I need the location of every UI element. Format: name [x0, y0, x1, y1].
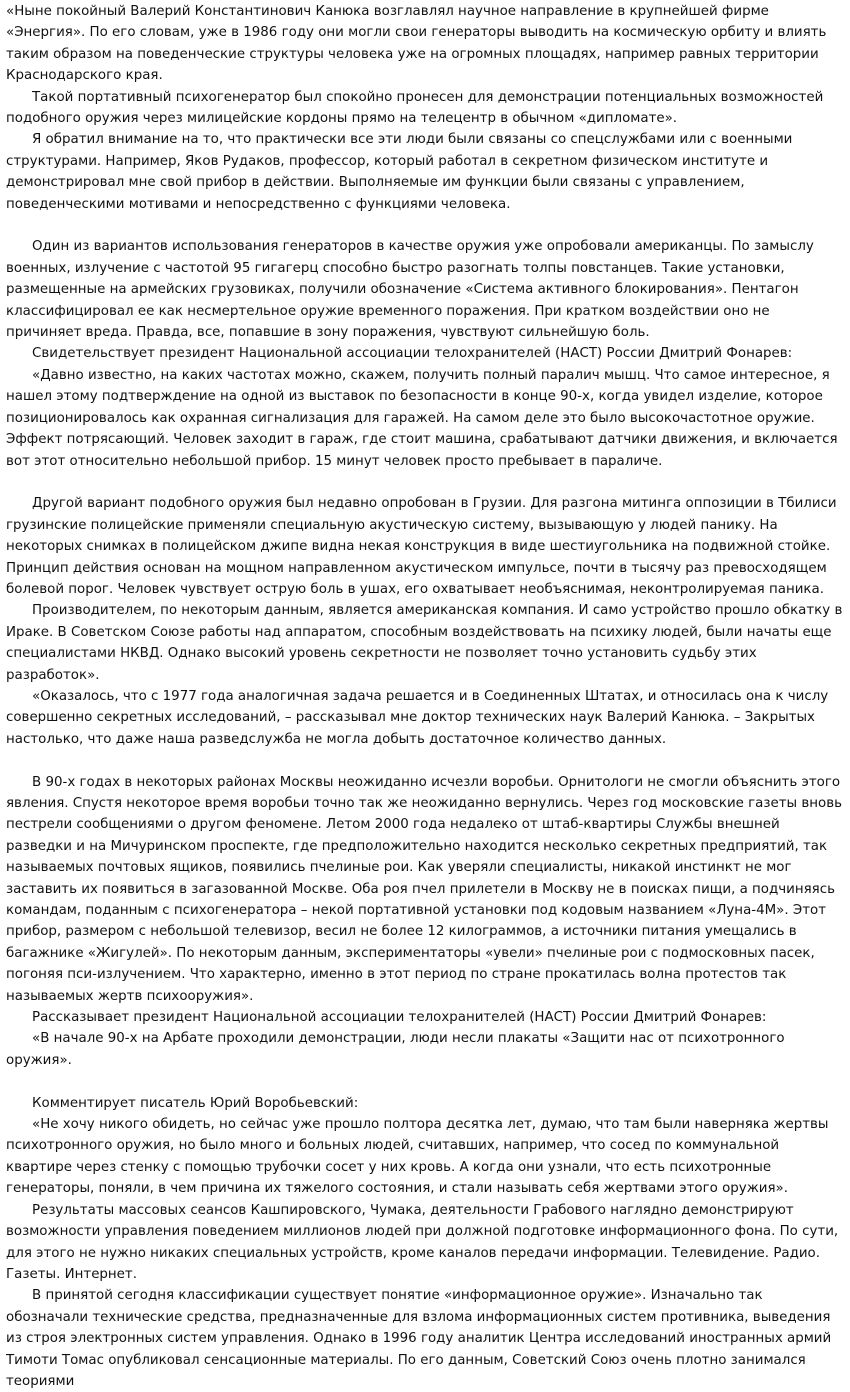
paragraph: Один из вариантов использования генераторов в качестве оружия уже опробовали американцы. По замыслу военных, излучение с частотой 95 гигагерц способно быстро разогнать толпы повстанцев. Такие установки, размещенные на армейских грузовиках, получили обозначение «Система активного блокирования». Пентагон классифицировал ее как несмертельное оружие временного поражения. При кратком воздействии оно не причиняет вреда. Правда, все, попавшие в зону поражения, чувствуют сильнейшую боль. — [6, 239, 814, 341]
paragraph: «В начале 90-х на Арбате проходили демонстрации, люди несли плакаты «Защити нас от психотронного оружия». — [6, 1031, 785, 1068]
paragraph: В принятой сегодня классификации существует понятие «информационное оружие». Изначально так обозначали технические средства, предназначенные для взлома информационных систем противника, выведения из строя электронных систем управления. Однако в 1996 году аналитик Центра исследований иностранных армий Тимоти Томас опубликовал сенсационные материалы. По его данным, Советский Союз очень плотно занимался теориями — [6, 1288, 832, 1389]
paragraph-gap — [6, 750, 846, 771]
paragraph: Производителем, по некоторым данным, является американская компания. И само устройство прошло обкатку в Ираке. В Советском Союзе работы над аппаратом, способным воздействовать на психику людей, были начаты еще специалистами НКВД. Однако высокий уровень секретности не позволяет точно установить судьбу этих разработок». — [6, 603, 843, 683]
paragraph: Рассказывает президент Национальной ассоциации телохранителей (НАСТ) России Дмитрий Фонарев: — [32, 1010, 767, 1026]
paragraph: «Оказалось, что с 1977 года аналогичная задача решается и в Соединенных Штатах, и относилась она к числу совершенно секретных исследований, – рассказывал мне доктор технических наук Валерий Канюка. – Закрытых настолько, что даже наша разведслужба не могла добыть достаточное количество данных. — [6, 688, 829, 747]
paragraph: Другой вариант подобного оружия был недавно опробован в Грузии. Для разгона митинга оппозиции в Тбилиси грузинские полицейские применяли специальную акустическую систему, вызывающую у людей панику. На некоторых снимках в полицейском джипе видна некая конструкция в виде шестиугольника на подвижной стойке. Принцип действия основан на мощном направленном акустическом импульсе, почти в тысячу раз превосходящем болевой порог. Человек чувствует острую боль в ушах, его охватывает необъяснимая, неконтролируемая паника. — [6, 496, 837, 597]
paragraph: Свидетельствует президент Национальной ассоциации телохранителей (НАСТ) России Дмитрий Фонарев: — [32, 346, 793, 362]
paragraph-gap — [6, 215, 846, 236]
paragraph: «Ныне покойный Валерий Константинович Канюка возглавлял научное направление в крупнейшей фирме «Энергия». По его словам, уже в 1986 году они могли свои генераторы выводить на космическую орбиту и влиять таким образом на поведенческие структуры человека уже на огромных площадях, например равных территории Краснодарского края. — [6, 4, 827, 84]
paragraph: Я обратил внимание на то, что практически все эти люди были связаны со спецслужбами или с военными структурами. Например, Яков Рудаков, профессор, который работал в секретном физическом институте и демонстрировал мне свой прибор в действии. Выполняемые им функции были связаны с управлением, поведенческими мотивами и непосредственно с функциями человека. — [6, 132, 793, 212]
paragraph: Результаты массовых сеансов Кашпировского, Чумака, деятельности Грабового наглядно демонстрируют возможности управления поведением миллионов людей при должной подготовке информационного фона. По сути, для этого не нужно никаких специальных устройств, кроме каналов передачи информации. Телевидение. Радио. Газеты. Интернет. — [6, 1202, 839, 1282]
paragraph: В 90-х годах в некоторых районах Москвы неожиданно исчезли воробьи. Орнитологи не смогли объяснить этого явления. Спустя некоторое время воробьи точно так же неожиданно вернулись. Через год московские газеты вновь пестрели сообщениями о другом феномене. Летом 2000 года недалеко от штаб-квартиры Службы внешней разведки и на Мичуринском проспекте, где предположительно находится несколько секретных предприятий, так называемых почтовых ящиков, появились пчелиные рои. Как уверяли специалисты, никакой инстинкт не мог заставить их появиться в загазованной Москве. Оба роя пчел прилетели в Москву не в поисках пищи, а подчиняясь командам, поданным с психогенератора – некой портативной установки под кодовым названием «Луна-4М». Этот прибор, размером с небольшой телевизор, весил не более 12 килограммов, а источники питания умещались в багажнике «Жигулей». По некоторым данным, экспериментаторы «увели» пчелиные рои с подмосковных пасек, погоняя пси-излучением. Что характерно, именно в этот период по стране прокатилась волна протестов так называемых жертв психооружия». — [6, 774, 842, 1004]
paragraph: Комментирует писатель Юрий Воробьевский: — [32, 1095, 359, 1111]
paragraph: «Не хочу никого обидеть, но сейчас уже прошло полтора десятка лет, думаю, что там были наверняка жертвы психотронного оружия, но было много и больных людей, считавших, например, что сосед по коммунальной квартире через стенку с помощью трубочки сосет у них кровь. А когда они узнали, что есть психотронные генераторы, поняли, в чем причина их тяжелого состояния, и стали называть себя жертвами этого оружия». — [6, 1117, 829, 1197]
paragraph-gap — [6, 472, 846, 493]
paragraph: Такой портативный психогенератор был спокойно пронесен для демонстрации потенциальных возможностей подобного оружия через милицейские кордоны прямо на телецентр в обычном «дипломате». — [6, 89, 824, 127]
paragraph-gap — [6, 1071, 846, 1092]
paragraph: «Давно известно, на каких частотах можно, скажем, получить полный паралич мышц. Что самое интересное, я нашел этому подтверждение на одной из выставок по безопасности в конце 90-х, когда увидел изделие, которое позиционировалось как охранная сигнализация для гаражей. На самом деле это было высокочастотное оружие. Эффект потрясающий. Человек заходит в гараж, где стоит машина, срабатывают датчики движения, и включается вот этот относительно небольшой прибор. 15 минут человек просто пребывает в параличе. — [6, 367, 838, 469]
